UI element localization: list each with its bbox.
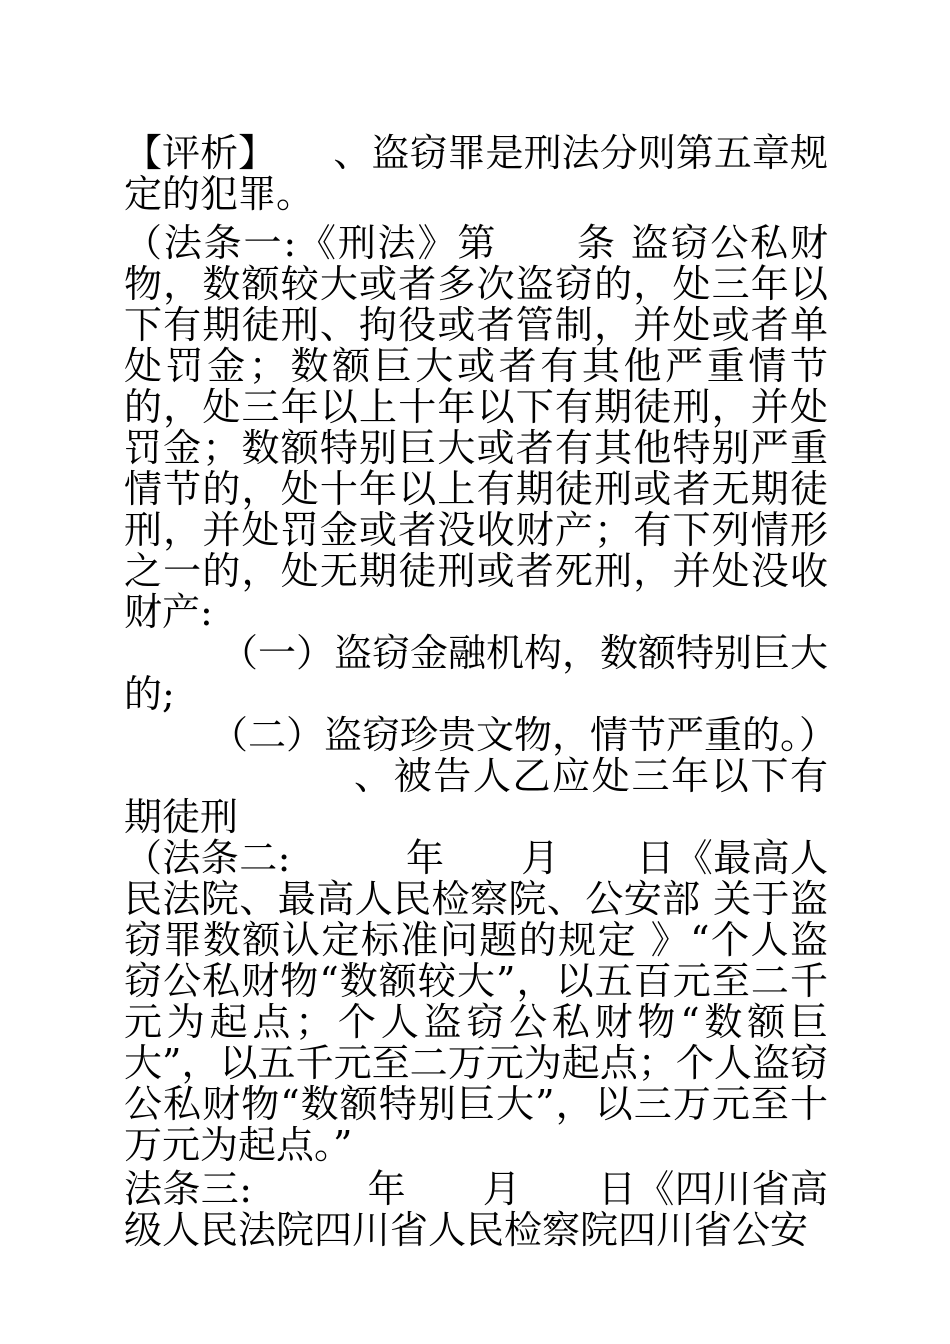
law-item-one-paragraph: （一）盗窃金融机构，数额特别巨大的; [124, 631, 829, 716]
analysis-paragraph: 【评析】 、盗窃罪是刑法分则第五章规定的犯罪。 [124, 131, 828, 216]
law-article-one-paragraph: （法条一:《刑法》第 条 盗窃公私财物，数额较大或者多次盗窃的，处三年以下有期徒刑、拘役或者管制，并处或者单处罚金；数额巨大或者有其他严重情节的，处三年以上十年以下有期徒刑，并处罚金；数额特别巨大或者有其他特别严重情节的，处十年以上有期徒刑或者无期徒刑，并处罚金或者没收财产；有下列情形之一的，处无期徒刑或者死刑，并处没收财产: [124, 221, 828, 634]
law-article-three-paragraph: 法条三: 年 月 日《四川省高级人民法院四川省人民检察院四川省公安 [124, 1167, 828, 1252]
document-page [124, 131, 838, 1252]
defendant-sentence-paragraph: 、被告人乙应处三年以下有期徒刑 [124, 754, 828, 839]
law-item-two-paragraph: （二）盗窃珍贵文物，情节严重的。） [210, 713, 838, 757]
law-article-two-paragraph: （法条二: 年 月 日《最高人民法院、最高人民检察院、公安部 关于盗窃罪数额认定标准问题的规定 》“个人盗窃公私财物“数额较大”，以五百元至二千元为起点；个人盗窃公私财物“数额巨大”，以五千元至二万元为起点；个人盗窃公私财物“数额特别巨大”，以三万元至十万元为起点。” [124, 836, 828, 1167]
